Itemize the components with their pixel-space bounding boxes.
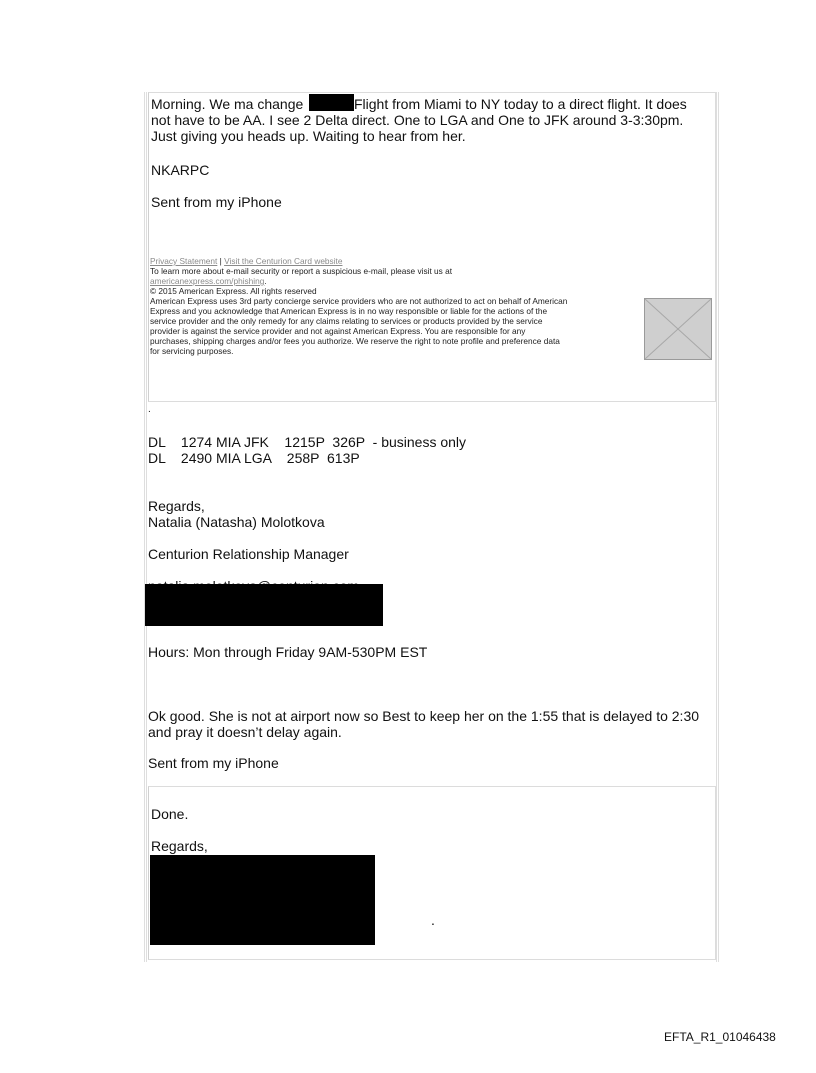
sender-hours: Hours: Mon through Friday 9AM-530PM EST [148,644,428,660]
disclaimer-body-6: for servicing purposes. [150,346,234,356]
thread-border-left-inner [146,92,147,962]
document-id: EFTA_R1_01046438 [664,1030,776,1044]
thread-border-left [144,92,145,962]
thread-border-right-inner [716,92,717,962]
disclaimer-body-3: service provider and the only remedy for any claims relating to services or products provided by the service [150,316,543,326]
disclaimer-body-2: Express and you acknowledge that American Express is in no way responsible or liable for the actions of the [150,306,548,316]
done-text: Done. [151,806,189,822]
flight-line-2: DL 2490 MIA LGA 258P 613P [148,450,360,466]
image-placeholder [644,298,712,360]
link-separator: | [217,256,225,266]
sender-title: Centurion Relationship Manager [148,546,349,562]
quoted-line-3: Just giving you heads up. Waiting to hear from her. [151,128,466,144]
reply-line-1: Ok good. She is not at airport now so Best to keep her on the 1:55 that is delayed to 2:30 [148,708,700,724]
disclaimer-body-1: American Express uses 3rd party concierge service providers who are not authorized to act on behalf of American [150,296,568,306]
quoted-line-1a: Morning. We ma change [151,96,304,112]
regards-label: Regards, [148,498,205,514]
done-regards: Regards, [151,838,208,854]
broken-image-icon [645,299,711,359]
disclaimer-body-4: provider is against the service provider and not against American Express. You are responsible for any [150,326,526,336]
centurion-website-link[interactable]: Visit the Centurion Card website [224,256,343,266]
quoted-line-1b: Flight from Miami to NY today to a direct flight. It does [354,96,687,112]
redaction-signature [150,855,375,945]
redaction-name [309,94,354,111]
disclaimer-body-5: purchases, shipping charges and/or fees you authorize. We reserve the right to note profile and preference data [150,336,560,346]
phishing-link[interactable]: americanexpress.com/phishing [150,276,265,286]
phishing-period: . [264,276,267,286]
flight-line-1: DL 1274 MIA JFK 1215P 326P - business only [148,434,467,450]
quoted-signature: NKARPC [151,162,210,178]
dot-mark: . [148,404,151,415]
disclaimer-copyright: © 2015 American Express. All rights reserved [150,286,317,296]
quoted-line-2: not have to be AA. I see 2 Delta direct. One to LGA and One to JFK around 3-3:30pm. [151,112,684,128]
trailing-dot: . [431,912,435,928]
sender-name: Natalia (Natasha) Molotkova [148,514,325,530]
privacy-statement-link[interactable]: Privacy Statement [150,256,218,266]
redaction-contact [145,584,383,626]
disclaimer-security-line: To learn more about e-mail security or report a suspicious e-mail, please visit us at [150,266,453,276]
quoted-sent-from: Sent from my iPhone [151,194,282,210]
reply-line-2: and pray it doesn’t delay again. [148,724,342,740]
thread-border-right [718,92,719,962]
reply-sent-from: Sent from my iPhone [148,755,279,771]
